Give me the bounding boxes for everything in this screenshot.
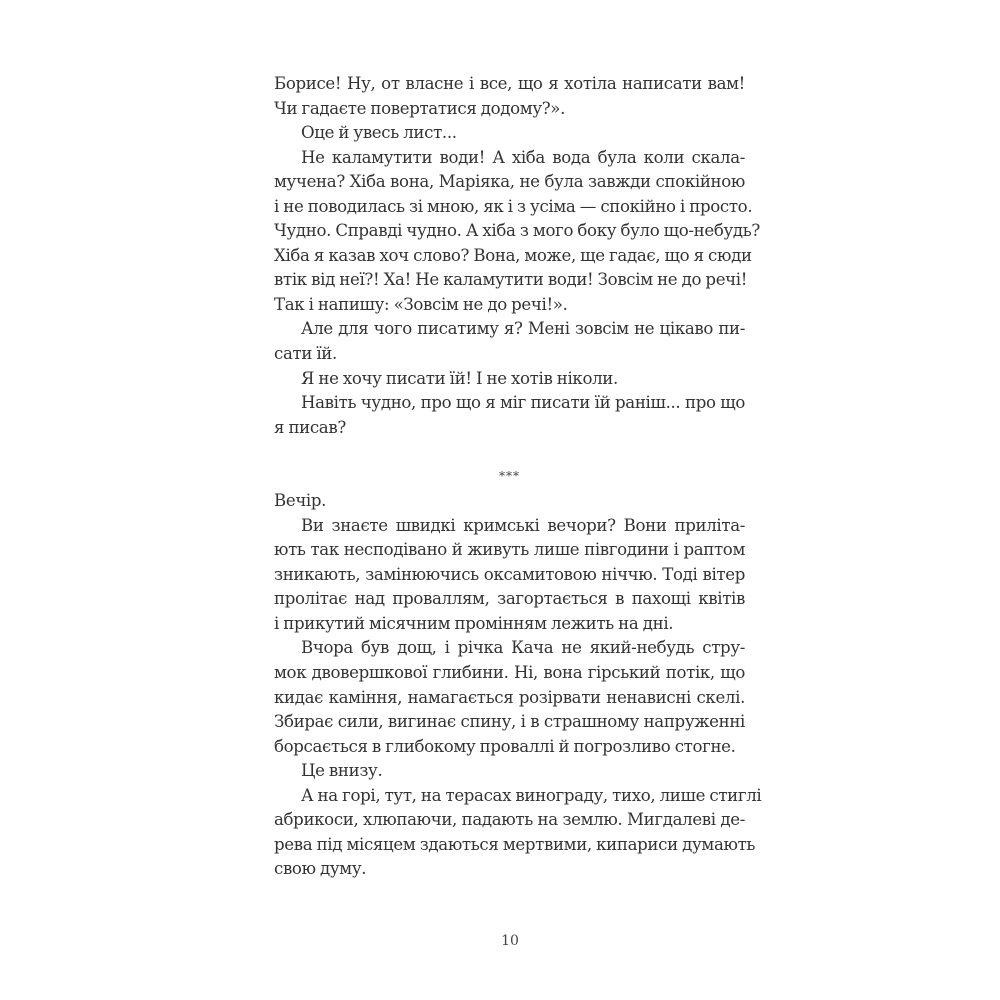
text-line: і не поводилась зі мною, як і з усіма — спокійно і просто. bbox=[274, 196, 753, 216]
text-line: Вечір. bbox=[274, 491, 327, 511]
text-line: Але для чого писатиму я? Мені зовсім не цікаво пи- bbox=[301, 319, 745, 339]
text-line: А на горі, тут, на терасах винограду, тихо, лише стиглі bbox=[301, 785, 762, 805]
text-line: Це внизу. bbox=[301, 761, 383, 781]
text-line: втік від неї?! Ха! Не каламутити води! Зовсім не до речі! bbox=[274, 270, 748, 290]
text-line: Навіть чудно, про що я міг писати їй раніш... про що bbox=[301, 393, 745, 413]
text-line: Чудно. Справді чудно. А хіба з мого боку було що-небудь? bbox=[274, 221, 760, 241]
text-line: Борисе! Ну, от власне і все, що я хотіла написати вам! bbox=[274, 74, 745, 93]
text-line: мок двовершкової глибини. Ні, вона гірський потік, що bbox=[274, 663, 745, 683]
text-line: абрикоси, хлюпаючи, падають на землю. Мигдалеві де- bbox=[274, 810, 745, 830]
text-line: Так і напишу: «Зовсім не до речі!». bbox=[274, 294, 568, 314]
text-line: сати їй. bbox=[274, 344, 337, 364]
text-line: ють так несподівано й живуть лише півгодини і раптом bbox=[274, 540, 745, 560]
text-line: Хіба я казав хоч слово? Вона, може, ще гадає, що я сюди bbox=[274, 245, 752, 265]
text-line: Вчора був дощ, і річка Кача не який-небудь стру- bbox=[301, 638, 745, 658]
text-line: свою думу. bbox=[274, 859, 367, 879]
text-line: і прикутий місячним промінням лежить на дні. bbox=[274, 613, 674, 633]
text-line: мучена? Хіба вона, Маріяка, не була завжди спокійною bbox=[274, 172, 745, 192]
section-separator: *** bbox=[499, 469, 520, 484]
text-line: пролітає над проваллям, загортається в пахощі квітів bbox=[274, 589, 745, 609]
text-line: Я не хочу писати їй! І не хотів ніколи. bbox=[301, 368, 618, 388]
text-line: борсається в глибокому проваллі й погрозливо стогне. bbox=[274, 736, 736, 756]
text-line: Чи гадаєте повертатися додому?». bbox=[274, 98, 566, 118]
text-line: рева під місяцем здаються мертвими, кипариси думають bbox=[274, 834, 756, 854]
body-text bbox=[274, 72, 762, 882]
text-section-letter-end bbox=[274, 72, 760, 440]
text-line: кидає каміння, намагається розірвати ненависні скелі. bbox=[274, 687, 745, 707]
text-line: Оце й увесь лист... bbox=[301, 123, 457, 143]
text-section-evening bbox=[274, 489, 762, 882]
text-line: Збирає сили, вигинає спину, і в страшному напруженні bbox=[274, 712, 745, 732]
page-number: 10 bbox=[501, 933, 519, 949]
text-line: я писав? bbox=[274, 417, 346, 437]
text-line: Не каламутити води! А хіба вода була коли скала- bbox=[301, 147, 745, 167]
text-line: зникають, замінюючись оксамитовою ніччю. Тоді вітер bbox=[274, 564, 745, 584]
text-line: Ви знаєте швидкі кримські вечори? Вони приліта- bbox=[301, 515, 745, 535]
